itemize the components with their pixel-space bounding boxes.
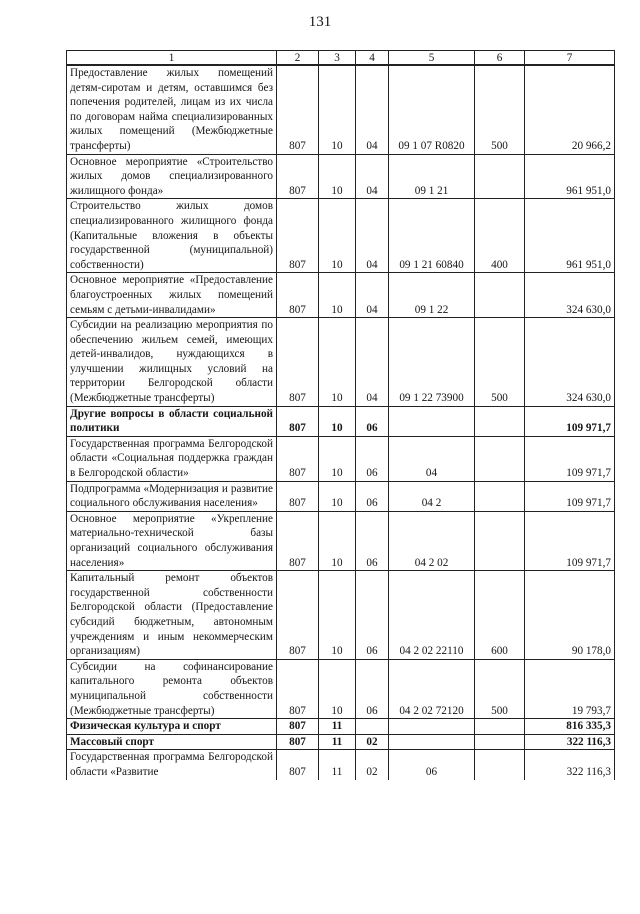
row-rz: 10 [319, 65, 356, 154]
row-rz: 10 [319, 481, 356, 511]
row-name: Основное мероприятие «Укрепление материально-технической базы организаций социального обслуживания населения» [67, 511, 277, 570]
row-rz: 10 [319, 154, 356, 199]
row-rz: 10 [319, 406, 356, 436]
row-sum: 324 630,0 [525, 318, 615, 407]
column-header-pr: 4 [356, 51, 389, 66]
row-csr [389, 406, 475, 436]
row-name: Массовый спорт [67, 734, 277, 750]
page-number: 131 [308, 14, 332, 30]
row-csr: 09 1 22 [389, 273, 475, 318]
row-pr: 06 [356, 571, 389, 660]
row-gr: 807 [277, 511, 319, 570]
column-header-rz: 3 [319, 51, 356, 66]
table-row [67, 750, 615, 780]
row-vr: 500 [475, 318, 525, 407]
row-vr [475, 719, 525, 735]
row-name: Строительство жилых домов специализированного жилищного фонда (Капитальные вложения в объекты государственной (муниципальной) собственности) [67, 199, 277, 273]
row-pr: 04 [356, 273, 389, 318]
row-csr: 09 1 21 [389, 154, 475, 199]
row-pr: 06 [356, 436, 389, 481]
table-row [67, 571, 615, 660]
row-rz: 10 [319, 436, 356, 481]
row-rz: 11 [319, 734, 356, 750]
row-vr [475, 406, 525, 436]
row-csr: 09 1 22 73900 [389, 318, 475, 407]
row-gr: 807 [277, 750, 319, 780]
row-sum: 20 966,2 [525, 65, 615, 154]
column-header-sum: 7 [525, 51, 615, 66]
row-name: Физическая культура и спорт [67, 719, 277, 735]
row-name: Основное мероприятие «Предоставление благоустроенных жилых помещений семьям с детьми-инвалидами» [67, 273, 277, 318]
row-name: Предоставление жилых помещений детям-сиротам и детям, оставшимся без попечения родителей, лицам из их числа по договорам найма специализированных жилых помещений (Межбюджетные трансферты) [67, 65, 277, 154]
table-row [67, 719, 615, 735]
row-vr [475, 154, 525, 199]
row-csr [389, 734, 475, 750]
row-pr: 02 [356, 750, 389, 780]
table-row [67, 154, 615, 199]
row-gr: 807 [277, 734, 319, 750]
row-vr [475, 436, 525, 481]
row-pr: 06 [356, 406, 389, 436]
row-csr: 04 [389, 436, 475, 481]
table-row [67, 273, 615, 318]
row-pr [356, 719, 389, 735]
table-row [67, 734, 615, 750]
row-gr: 807 [277, 571, 319, 660]
table-row [67, 511, 615, 570]
row-sum: 324 630,0 [525, 273, 615, 318]
row-sum: 322 116,3 [525, 734, 615, 750]
table-row [67, 318, 615, 407]
column-header-name: 1 [67, 51, 277, 66]
row-sum: 961 951,0 [525, 199, 615, 273]
row-rz: 11 [319, 719, 356, 735]
row-pr: 06 [356, 659, 389, 718]
row-csr: 04 2 02 [389, 511, 475, 570]
row-vr [475, 273, 525, 318]
row-pr: 02 [356, 734, 389, 750]
row-vr: 400 [475, 199, 525, 273]
row-csr [389, 719, 475, 735]
row-name: Капитальный ремонт объектов государственной собственности Белгородской области (Предоставление субсидий бюджетным, автономным учреждениям и иным некоммерческим организациям) [67, 571, 277, 660]
row-sum: 816 335,3 [525, 719, 615, 735]
row-gr: 807 [277, 199, 319, 273]
table-row [67, 199, 615, 273]
row-rz: 10 [319, 659, 356, 718]
table-header-row [67, 51, 615, 66]
row-name: Государственная программа Белгородской области «Развитие [67, 750, 277, 780]
table-row [67, 481, 615, 511]
row-pr: 04 [356, 318, 389, 407]
row-gr: 807 [277, 481, 319, 511]
row-pr: 04 [356, 199, 389, 273]
row-vr: 600 [475, 571, 525, 660]
row-name: Подпрограмма «Модернизация и развитие социального обслуживания населения» [67, 481, 277, 511]
row-pr: 04 [356, 65, 389, 154]
budget-table [66, 50, 615, 780]
row-vr [475, 750, 525, 780]
column-header-csr: 5 [389, 51, 475, 66]
table-row [67, 659, 615, 718]
row-gr: 807 [277, 318, 319, 407]
row-pr: 06 [356, 511, 389, 570]
row-sum: 961 951,0 [525, 154, 615, 199]
row-pr: 06 [356, 481, 389, 511]
column-header-gr: 2 [277, 51, 319, 66]
row-rz: 10 [319, 199, 356, 273]
row-vr [475, 734, 525, 750]
row-gr: 807 [277, 406, 319, 436]
row-sum: 19 793,7 [525, 659, 615, 718]
row-csr: 09 1 07 R0820 [389, 65, 475, 154]
table-row [67, 436, 615, 481]
table-row [67, 65, 615, 154]
row-gr: 807 [277, 659, 319, 718]
row-sum: 109 971,7 [525, 406, 615, 436]
row-sum: 109 971,7 [525, 511, 615, 570]
table-row [67, 406, 615, 436]
row-rz: 11 [319, 750, 356, 780]
row-gr: 807 [277, 65, 319, 154]
row-gr: 807 [277, 719, 319, 735]
row-pr: 04 [356, 154, 389, 199]
row-rz: 10 [319, 571, 356, 660]
row-csr: 06 [389, 750, 475, 780]
row-gr: 807 [277, 436, 319, 481]
row-name: Основное мероприятие «Строительство жилых домов специализированного жилищного фонда» [67, 154, 277, 199]
row-sum: 322 116,3 [525, 750, 615, 780]
row-csr: 04 2 [389, 481, 475, 511]
row-sum: 109 971,7 [525, 481, 615, 511]
row-rz: 10 [319, 273, 356, 318]
row-csr: 04 2 02 72120 [389, 659, 475, 718]
row-gr: 807 [277, 154, 319, 199]
row-csr: 09 1 21 60840 [389, 199, 475, 273]
row-rz: 10 [319, 511, 356, 570]
row-name: Государственная программа Белгородской области «Социальная поддержка граждан в Белгородской области» [67, 436, 277, 481]
row-vr [475, 481, 525, 511]
row-vr [475, 511, 525, 570]
row-rz: 10 [319, 318, 356, 407]
row-sum: 109 971,7 [525, 436, 615, 481]
row-name: Другие вопросы в области социальной политики [67, 406, 277, 436]
row-name: Субсидии на реализацию мероприятия по обеспечению жильем семей, имеющих детей-инвалидов, нуждающихся в улучшении жилищных условий на территории Белгородской области (Межбюджетные трансферты) [67, 318, 277, 407]
column-header-vr: 6 [475, 51, 525, 66]
row-sum: 90 178,0 [525, 571, 615, 660]
row-name: Субсидии на софинансирование капитального ремонта объектов муниципальной собственности (Межбюджетные трансферты) [67, 659, 277, 718]
row-csr: 04 2 02 22110 [389, 571, 475, 660]
row-gr: 807 [277, 273, 319, 318]
row-vr: 500 [475, 65, 525, 154]
row-vr: 500 [475, 659, 525, 718]
